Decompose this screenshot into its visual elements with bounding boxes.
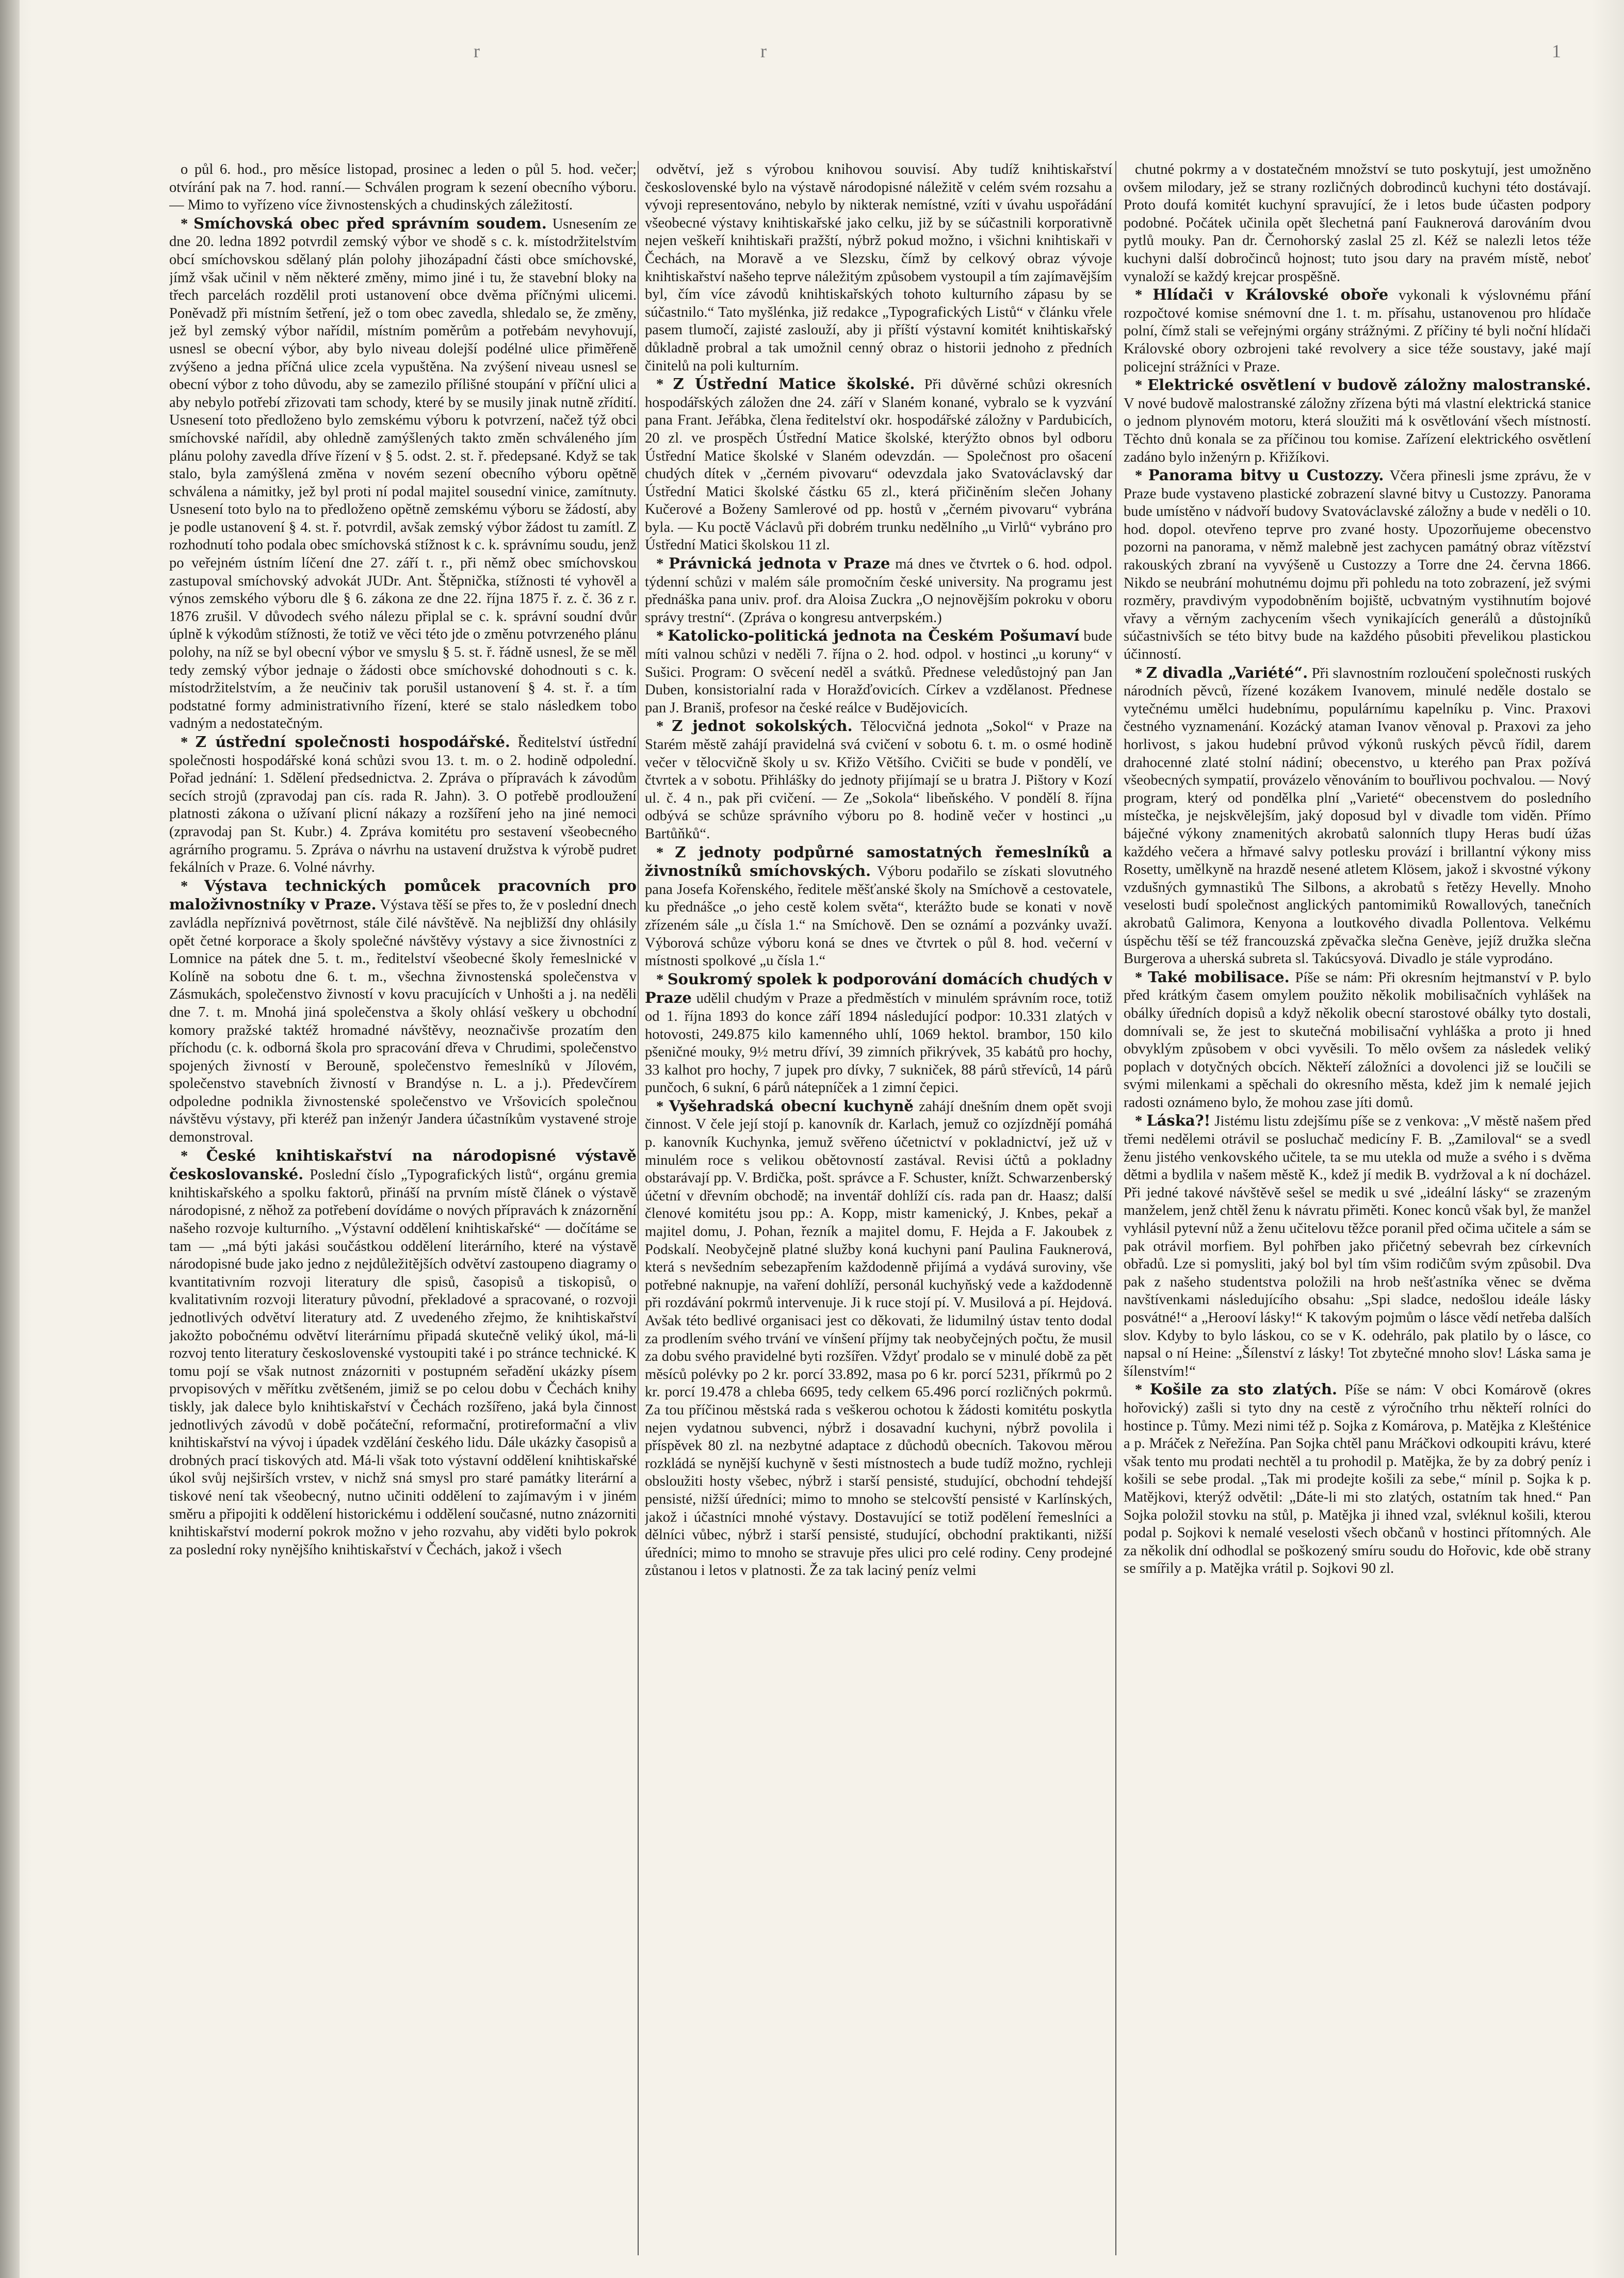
article-body-text: bude míti valnou schůzi v neděli 7. října o 2. hod. odpol. v hostinci „u koruny“ v Sušici. Program: O svěcení neděl a svátků. Přednese veledůstojný pan Jan Duben, konsistorialní rada v Horažďovicích. Církev a vzdělanost. Přednese pan J. Braniš, profesor na české reálce v Budějovicích. xyxy=(645,628,1112,716)
article-paragraph xyxy=(645,161,1112,375)
article-star-marker: * xyxy=(181,735,196,751)
article-star-marker: * xyxy=(1135,378,1148,394)
article-paragraph xyxy=(645,843,1112,970)
article-paragraph xyxy=(645,970,1112,1097)
page-edge-shadow xyxy=(0,0,20,2278)
page-mark-left: r xyxy=(474,41,480,61)
article-star-marker: * xyxy=(1135,1113,1147,1130)
article-body-text: Výboru podařilo se získati slovutného pana Josefa Kořenského, ředitele měšťanské školy na Smíchově a cestovatele, ku přednášce „o jeho cestě kolem světa“, kterážto bude se konati v nově zřízeném sále „u čísla 1.“ na Smíchově. Den se oznámí a pozvánky uvaží. Výborová schůze výboru koná se dnes ve čtvrtek o půl 8. hod. večerní v místnosti spolkové „u čísla 1.“ xyxy=(645,864,1112,969)
article-heading: Z Ústřední Matice školské. xyxy=(673,375,915,393)
article-star-marker: * xyxy=(1135,969,1148,986)
article-star-marker: * xyxy=(656,719,672,735)
article-body-text: Ředitelství ústřední společnosti hospodářské koná schůzi svou 13. t. m. o 2. hodině odpolední. Pořad jednání: 1. Sdělení předsednictva. 2. Zpráva o přípravách k závodům secích strojů (zpravodaj pan cís. rada R. Jahn). 3. O potřebě prodloužení platnosti zákona o užívaní plicní nákazy a rozšíření jeho na jiné nemoci (zpravodaj pan St. Kubr.) 4. Zpráva komitétu pro sestavení všeobecného agrárního programu. 5. Zpráva o návrhu na ustavení družstva k výrobě pudret fekálních v Praze. 6. Volné návrhy. xyxy=(169,735,637,876)
article-paragraph xyxy=(645,627,1112,717)
article-paragraph xyxy=(645,555,1112,627)
article-star-marker: * xyxy=(181,878,204,894)
article-paragraph xyxy=(1124,466,1591,664)
article-body-text: odvětví, jež s výrobou knihovou souvisí. Aby tudíž knihtiskařství československé bylo na výstavě národopisné náležitě v celém svém rozsahu a vývoji representováno, nebylo by nikterak nemístné, vzíti v úvahu uspořádání všeobecné výstavy knihtiskařské jako celku, již by se súčastnili korporativně nejen veškeří knihtiskaři pražští, nýbrž pokud možno, i všichni knihtiskaři v Čechách, na Moravě a ve Slezsku, čímž by celkový obraz vývoje knihtiskařství našeho teprve náležitým způsobem vystoupil a tím zajímavějším byl, čím více závodů knihtiskařských tohoto kulturního zápasu by se súčastnilo.“ Tato myšlénka, již redakce „Typografických Listů“ v článku vřele pasem tlumočí, zajisté zaslouží, aby ji příští výstavní komitét knihtiskařský důkladně probral a tak umožnil cenný obraz o historii jednoho z předních činitelů na poli kulturním. xyxy=(645,161,1112,374)
article-paragraph xyxy=(169,215,637,733)
article-heading: Také mobilisace. xyxy=(1148,968,1290,986)
article-star-marker: * xyxy=(656,556,669,573)
article-body-text: Tělocvičná jednota „Sokol“ v Praze na Starém městě zahájí pravidelná svá cvičení v sobotu 6. t. m. o osmé hodině večer v tělocvičně školy u sv. Křižo Většího. Cvičiti se bude v pondělí, ve čtvrtek a v sobotu. Přihlášky do jednoty přijímají se u bratra J. Pištory v Kozí ul. č. 4 n., pak při cvičení. — Ze „Sokola“ libeňského. V pondělí 8. října odbývá se schůze správního výboru po 8. hodině večer v hostinci „u Bartůňků“. xyxy=(645,719,1112,842)
news-column-2 xyxy=(645,161,1112,2255)
article-body-text: má dnes ve čtvrtek o 6. hod. odpol. týdenní schůzi v malém sále promočním české university. Na programu jest přednáška pana univ. prof. dra Aloisa Zuckra „O nejnovějším pokroku v oboru správy trestní“. (Zpráva o kongresu antverpském.) xyxy=(645,556,1112,626)
article-paragraph xyxy=(645,717,1112,843)
article-body-text: zahájí dnešním dnem opět svoji činnost. V čele její stojí p. kanovník dr. Karlach, jemuž co ozjízdnějí pomáhá p. kanovník Kuchynka, jemuž svěřeno účetnictví v pokladnictví, jež už v minulém roce s velikou obětovností zastával. Revisi účtů a pokladny obstarávají pp. V. Brdička, pošt. správce a F. Schuster, knížt. Schwarzenberský účetní v dřevním obchodě; na inventář dohlíží cís. rada pan dr. Haasz; další členové komitétu jsou pp.: A. Kopp, mistr kamenický, J. Knbes, pekař a majitel domu, J. Pohan, řezník a majitel domu, F. Hejda a F. Jakoubek z Podskalí. Neobyčejně platné služby koná kuchyni paní Paulina Fauknerová, která s nevšedním sebezapřením každodenně přijímá a vydává suroviny, vše potřebné naknupje, na vaření dohlíží, personál kuchyňský vede a každodenně při rozdávání pokrmů intervenuje. Ji k ruce stojí pí. V. Musilová a pí. Hejdová. Avšak této bedlivé organisaci jest co děkovati, že lidumilný ústav tento dodal za prodlením svého trvání ve vínšení příjmy tak neobyčejných počtu, že musil za dobu svého pravidelné byti rozšířen. Vždyť prodalo se v minulé době za pět měsíců polévky po 2 kr. porcí 33.892, masa po 6 kr. porcí 5231, příkrmů po 2 kr. porcí 19.478 a chleba 6695, tedy celkem 65.496 porcí rozličných pokrmů. Za tou příčinou městská rada s veškerou ochotou k žádosti komitétu poskytla nejen vydatnou subvenci, nýbrž i dosavadní kuchyni, nýbrž povolila i příspěvek 80 zl. na nezbytné adaptace z důchodů obecních. Takovou měrou rozkládá se nynější kuchyně v šesti místnostech a bude tudíž možno, rychleji obsloužiti hosty všebec, nýbrž i starší pensisté, studující, obchodní tehdejší pensisté, nižší úředníci; mimo to mnoho se stelcovští pensisté v Karlínských, jakož i účastníci mnohé výstavy. Dostavující se totiž podělení řemeslníci a dělníci vůbec, nýbrž i starší pensisté, studující, obchodní praktikanti, nižší úředníci; mimo to mnoho se stravuje přes ulici pro celé rodiny. Ceny prodejné zůstanou i letos v platnosti. Že za tak laciný peníz velmi xyxy=(645,1098,1112,1579)
article-star-marker: * xyxy=(1135,287,1153,304)
article-paragraph xyxy=(169,733,637,877)
article-paragraph xyxy=(1124,968,1591,1112)
article-body-text: Výstava těší se přes to, že v poslední dnech zavládla nepříznivá povětrnost, stále čilé návštěvě. Na nejbližší dny ohlásily opět četné korporace a školy společné návštěvy výstavy a sice živnostníci z Lomnice na pátek dne 5. t. m., ředitelství všeobecné školy řemeslnické v Kolíně na sobotu dne 6. t. m., všechna živnostenská společenstva v Zásmukách, společenstvo živností v kovu pracujících v Unhošti a j. na neděli dne 7. t. m. Mnohá jiná společenstva a školy ohlásí veškery u obchodní komory pražské taktéž hromadné návštěvy, neoznačivše prozatím den příchodu (c. k. odborná škola pro spracování dřeva v Chrudimi, společenstvo spojených živností v Berouně, společenstvo řemeslníků v Jílovém, společenstvo stavebních živností v Brandýse n. L. a j.). Předevčírem odpoledne podnikla živnostenské společenstvo ve Vršovicích společnou návštěvu výstavy, při kteréž pan inženýr Jandera účastníkům vystavené stroje demonstroval. xyxy=(169,897,637,1146)
article-heading: Košile za sto zlatých. xyxy=(1149,1380,1338,1398)
article-heading: Hlídači v Královské oboře xyxy=(1152,286,1389,304)
article-heading: Elektrické osvětlení v budově záložny malostranské. xyxy=(1147,376,1591,394)
article-paragraph xyxy=(645,1097,1112,1580)
article-heading: České knihtiskařství na národopisné výstavě českoslovanské. xyxy=(169,1146,637,1183)
article-body-text: V nové budově malostranské záložny zřízena býti má vlastní elektrická stanice o jednom plynovém motoru, která sloužiti má k osvětlování všech místností. Těchto dnů konala se za příčinou tou komise. Zařízení elektrického osvětlení zadáno bylo inženýrn p. Křižíkovi. xyxy=(1124,395,1591,465)
article-body-text: Usnesením ze dne 20. ledna 1892 potvrdil zemský výbor ve shodě s c. k. místodržitelstvím obcí smíchovskou sdělaný plán polohy jihozápadní části obce smíchovské, jímž však učinil v něm některé změny, mimo jiné i tu, že stavební bloky na třech parcelách rozdělil proti ustanovení obce dvěma příčnými ulicemi. Poněvadž při místním šetření, jež o tom obec zavedla, shledalo se, že změny, jež byl zemský výbor nařídil, místním poměrům a potřebám nevyhovují, usnesl se obecní výbor, aby bylo niveau dolejší podélné ulice přiměřeně zvýšeno a jedna příčná ulice zcela vypuštěna. Na zvýšení niveau usnesl se obecní výbor z toho důvodu, aby se zamezilo přílišné stoupání v příční ulici a aby nebylo potřebí zřizovati tam schody, které by se musily jinak nutně zřídití. Usnesení toto předloženo bylo zemskému výboru k potvrzení, načež týž obci smíchovské nařídil, aby ohledně zamýšlených takto změn schváleného jím plánu polohy zavedla dříve řízení v § 5. odst. 2. st. ř. předepsané. Když se tak stalo, byla zamýšlená změna v novém sezení obecního výboru opětně schválena a námitky, jež byl proti ní podal majitel sousední vinice, zamítnuty. Usnesení toto bylo na to předloženo opětně zemskému výboru se žádostí, aby je podle ustanovení § 4. st. ř. potvrdil, avšak zemský výbor žádost tu zamítl. Z rozhodnutí toho podala obec smíchovská stížnost k c. k. správnímu soudu, jenž po veřejném ústním líčení dne 27. září t. r., při němž obec smíchovskou zastupoval smíchovský advokát JUDr. Ant. Štěpnička, stížnosti té vyhověl a výnos zemského výboru dle § 6. zákona ze dne 22. října 1875 ř. z. č. 36 z r. 1876 zrušil. V důvodech svého nálezu připlal se c. k. správní soudní dvůr úplně k výkodům stížnosti, že totiž ve věci této jde o změnu potvrzeného plánu polohy, na níž se byl obecní výbor ve smyslu § 5. st. ř. řádně usnesl, že se měl tedy zemský výbor jednaje o žádosti obce smíchovské dohodnouti s c. k. místodržitelstvím, a že neučiniv tak porušil ustanovení § 4. st. ř. a tím podstatné formy administrativního řízení, které se stalo následkem tobo vadným a nedostatečným. xyxy=(169,216,637,732)
article-heading: Z divadla „Variété“. xyxy=(1146,663,1308,681)
article-heading: Z jednot sokolských. xyxy=(672,717,853,735)
article-body-text: Poslední číslo „Typografických listů“, orgánu gremia knihtiskařského a spolku faktorů, přináší na prvním místě článek o výstavě národopisné, z něhož za potřebení dovídáme o nových přípravách k znázornění našeho rozvoje kulturního. „Výstavní oddělení knihtiskařské“ — dočítáme se tam — „má býti jakási součástkou oddělení literárního, které na výstavě národopisné bude jako jedno z nejdůležitějších odvětví zastoupeno diagramy o kvantitativním rozvoji literatury dle spisů, časopisů a tiskopisů, o kvalitativním rozvoji literatury původní, překladové a spracované, o rozvoji jednotlivých odvětví literatury atd. Z uvedeného zřejmo, že knihtiskařství jakožto pobočnému odvětví literárnímu připadá skutečně veliký úkol, má-li rozvoj tento literatury československé vystoupiti také i po stránce technické. K tomu pojí se však nutnost znázorniti v postupném seřadění ukázky písem prvopisových v měřítku zvětšeném, jimiž se po celou dobu v Čechách knihy tiskly, jak dalece bylo knihtiskařství v Čechách rozšířeno, jaká byla činnost jednotlivých závodů v době počáteční, reformační, protireformační a vliv knihtiskařství na vývoj i úpadek vzdělání českého lidu. Dále ukázky časopisů a drobných prací tiskových atd. Má-li však toto výstavní oddělení knihtiskařské úkol svůj nejširších vrstev, v nichž sná smysl pro staré památky literární a tiskové není tak všeobecný, nutno učiniti oddělení to zajímavým i v jiném směru a připojiti k oddělení historickému i oddělení současné, nutno znázorniti knihtiskařství moderní pokrok možno v jeho rozvahu, aby viděti bylo pokrok za poslední roky nynějšího knihtiskařství v Čechách, jakož i všech xyxy=(169,1167,637,1558)
article-paragraph xyxy=(169,161,637,215)
article-star-marker: * xyxy=(1135,1382,1150,1398)
article-star-marker: * xyxy=(656,844,675,861)
article-paragraph xyxy=(1124,1380,1591,1578)
article-star-marker: * xyxy=(656,377,673,393)
article-paragraph xyxy=(169,1147,637,1559)
article-heading: Vyšehradská obecní kuchyně xyxy=(669,1097,914,1115)
article-paragraph xyxy=(1124,286,1591,376)
article-body-text: vykonali k výslovnému přání rozpočtové komise snémovní dne 1. t. m. přísahu, ustanovenou pro hlídače polní, čímž stali se veřejnými orgány strážnými. Z příčiny té byli noční hlídači Královské obory ozbrojeni také revolvery a sice téže soustavy, jaké mají policejní strážníci v Praze. xyxy=(1124,287,1591,375)
article-paragraph xyxy=(1124,664,1591,968)
article-body-text: Včera přinesli jsme zprávu, že v Praze bude vystaveno plastické zobrazení slavné bitvy u Custozzy. Panorama bude umístěno v nádvoří budovy Svatováclavské záložny a bude v neděli o 10. hod. dopol. otevřeno teprve pro zvané hosty. Upozorňujeme obecenstvo pozorni na panorama, v němž malebně jest zachycen památný obraz vítězství rakouských zbraní na vyvýšeně u Custozzy a Torre dne 24. června 1866. Nikdo se neubrání mohutnému dojmu při pohledu na toto zobrazení, jež svými rozměry, pravdivým vypodobněním bojiště, ucbvatným vystihnutím bojové vřavy a věrným zachycením všech vynikajících generálů a důstojníků súčastnivších se této bitvy bude na každého působiti převelikou plastickou účinností. xyxy=(1124,468,1591,663)
article-heading: Z ústřední společnosti hospodářské. xyxy=(195,733,511,751)
article-star-marker: * xyxy=(656,971,668,988)
article-body-text: Při důvěrné schůzi okresních hospodářských záložen dne 24. září v Slaném konané, vybralo se k vyzvání pana Frant. Jeřábka, člena ředitelství okr. hospodářské záložny v Pardubicích, 20 zl. ve prospěch Ústřední Matice školské, kterýžto obnos byl odboru Ústřední Matice školské v Slaném odevzdán. — Společnost pro ošacení chudých dítek v „černém pivovaru“ odevzdala jako Svatováclavský dar Ústřední Matici školské částku 65 zl., která přičiněním slečen Johany Kučerové a Boženy Samlerové od pp. hostů v „černém pivovaru“ vybrána byla. — Ku poctě Václavů při dobrém trunku nedělního „u Virlů“ vybráno pro Ústřední Matici školskou 11 zl. xyxy=(645,377,1112,554)
article-star-marker: * xyxy=(656,1098,669,1115)
article-body-text: Jistému listu zdejšímu píše se z venkova: „V městě našem před třemi nedělemi otrávil se posluchač medicíny F. B. „Zamiloval“ se a svedl ženu jistého venkovského učitele, ta se mu utekla od muže a svého i s dvěma dětmi a bydlila v našem městě K., kdež jí medik B. vydržoval a k ní docházel. Při jedné takové návštěvě sešel se medik u své „ideální lásky“ se zrazeným manželem, jenž chtěl ženu k návratu přiměti. Konec konců však byl, že manžel vyhlásil pytevní nůž a ženu učitelovu těžce poranil před očima učitele a sám se pak otrávil morfiem. Byl pohřben jako přičetný sebevrah bez církevních obřadů. Lze si pomysliti, jaký bol byl tím všim rodičům svým způsobil. Dva pak z našeho studentstva položili na hrob nešťastníka věnec se dvěma navštívenkami následujícího obsahu: „Spi sladce, nedošlou ideále lásky posvátné!“ a „Herooví lásky!“ K takovým pojmům o lásce vědí netřeba dalších slov. Kdyby to bylo láskou, co se v K. odehrálo, pak platilo by o lásce, co napsal o ní Heine: „Šílenství z lásky! Tot zbytečné mnoho slov! Láska sama je šílenstvím!“ xyxy=(1124,1113,1591,1379)
article-star-marker: * xyxy=(656,628,668,645)
article-heading: Výstava technických pomůcek pracovních pro maloživnostníky v Praze. xyxy=(169,876,637,914)
column-rule-1 xyxy=(638,161,639,2255)
article-body-text: Při slavnostním rozloučení společnosti ruských národních pěvců, řízené kozákem Ivanovem, minulé neděle dostalo se vytečnému umělci hudebnímu, populárnímu kapelníku p. Vinc. Praxovi čestného vyznamenání. Kozácký ataman Ivanov věnoval p. Praxovi za jeho horlivost, s jakou hudební průvod výkonů ruských pěvců řídil, darem drahocenné zlaté stolní nádiní; obecenstvo, u kterého pan Prax požívá všeobecných sympatií, provázelo věnováním to bouřlivou pochvalou. — Nový program, který od pondělka plní „Varieté“ obecenstvem do posledního místečka, je nejskvělejším, jaký doposud byl v divadle tom viděn. Přímo báječné výkony znamenitých akrobatů salonních tlupy Heras budí úžas každého večera a hřmavé salvy potlesku provází i brillantní výkony miss Rosetty, umělkyně na hrazdě nesené atletem Klösem, jakož i skvostné výkony vzdušných gymnastiků The Silbons, a akrobatů s řetězy Hevelly. Mnoho veselosti budí společnost anglických pantomimiků Rowallových, tanečních akrobatů Galimora, Kenyona a loutkového divadla Pollentova. Velkému úspěchu těší se též francouzská zpěvačka slečna Genève, jejíž družka slečna Burgerova a uherská subreta sl. Takúcsyová. Divadlo je stále vyprodáno. xyxy=(1124,665,1591,967)
article-star-marker: * xyxy=(181,1148,206,1164)
article-heading: Právnická jednota v Praze xyxy=(669,555,890,573)
article-heading: Panorama bitvy u Custozzy. xyxy=(1148,466,1384,484)
article-star-marker: * xyxy=(181,216,194,232)
page-mark-center: r xyxy=(760,41,767,61)
article-paragraph xyxy=(1124,1112,1591,1380)
article-heading: Z jednoty podpůrné samostatných řemeslníků a živnostníků smíchovských. xyxy=(645,843,1112,880)
page-mark-right: 1 xyxy=(1552,41,1561,61)
column-rule-2 xyxy=(1115,161,1116,2255)
article-paragraph xyxy=(1124,376,1591,466)
news-column-3 xyxy=(1124,161,1591,2255)
article-body-text: o půl 6. hod., pro měsíce listopad, prosinec a leden o půl 5. hod. večer; otvírání pak na 7. hod. ranní.— Schválen program k sezení obecního výboru.— Mimo to vyřízeno více živnostenských a chudinských záležitostí. xyxy=(169,161,637,214)
article-heading: Soukromý spolek k podporování domácích chudých v Praze xyxy=(645,970,1112,1007)
article-paragraph xyxy=(645,375,1112,555)
article-body-text: Píše se nám: V obci Komárově (okres hořovický) zašli si tyto dny na cestě z výročního trhu někteří rolníci do hostince p. Tůmy. Mezi nimi též p. Sojka z Komárova, p. Matějka z Klešténice a p. Mráček z Neřežína. Pan Sojka chtěl panu Mráčkovi odkoupiti krávu, které však tento mu prodati nechtěl a tu prohodil p. Matějka, že by za dobrý peníz i košili se sebe prodal. „Tak mi prodejte košili za sebe,“ mínil p. Sojka k p. Matějkovi, kterýž odvětil: „Dáte-li mi sto zlatých, ostatním tak hned.“ Pan Sojka položil stovku na stůl, p. Matějka ji ihned vzal, svléknul košili, kterou podal p. Sojkovi k nemalé veselosti všech občanů v hostinci přítomných. Ale za několik dní odhodlal se poškozený smíru soudu do Hořovic, kde obě strany se smířily a p. Matějka vrátil p. Sojkovi 90 zl. xyxy=(1124,1382,1591,1577)
article-paragraph xyxy=(1124,161,1591,286)
article-star-marker: * xyxy=(1135,665,1146,681)
article-heading: Katolicko-politická jednota na Českém Pošumaví xyxy=(668,627,1080,645)
article-body-text: Píše se nám: Při okresním hejtmanství v P. bylo před krátkým časem omylem použito několik mobilisačních vyhlášek na obálky úředních dopisů a když několik obecní starostové obálky tyto dostali, domnívali se, že jest to skutečná mobilisační vyhláška a proto ji hned obvyklým způsobem v obci vyvěsili. To mělo ovšem za následek veliký poplach v dotyčných obcích. Někteří záložníci a dovolenci již se loučili se svými milenkami a spěchali do okresního města, kdež jim k nemalé jejich radosti oznámeno bylo, že mohou zase jíti domů. xyxy=(1124,969,1591,1111)
article-heading: Smíchovská obec před správním soudem. xyxy=(193,214,547,232)
article-star-marker: * xyxy=(1135,468,1148,484)
article-body-text: udělil chudým v Praze a předměstích v minulém správním roce, totiž od 1. října 1893 do konce září 1894 následující podpor: 10.331 zlatých v hotovosti, 249.875 kilo kamenného uhlí, 1069 hektol. brambor, 150 kilo pšeničné mouky, 9½ metru dříví, 39 zimních přikrývek, 35 kabátů pro hochy, 33 kalhot pro hochy, 7 jupek pro dívky, 7 sukniček, 88 párů střevíců, 14 párů punčoch, 6 sukní, 6 párů nátepníček a 1 zimní čepici. xyxy=(645,990,1112,1096)
news-column-1 xyxy=(169,161,637,2255)
article-heading: Láska?! xyxy=(1146,1112,1211,1130)
article-body-text: chutné pokrmy a v dostatečném množství se tuto poskytují, jest umožněno ovšem milodary, jež se strany rozličných dobrodinců kuchyni této dostávají. Proto doufá komitét kuchyní spravující, že i letos bude účasten podpory podobné. Počátek učinila opět šlechetná paní Fauknerová darováním dvou pytlů mouky. Pan dr. Černohorský zaslal 25 zl. Kéž se nalezli letos téže kuchyni další dobročinců hojnost; tuto jsou dary na pravém místě, neboť vynaloží se každý krejcar prospěšně. xyxy=(1124,161,1591,285)
article-paragraph xyxy=(169,877,637,1147)
